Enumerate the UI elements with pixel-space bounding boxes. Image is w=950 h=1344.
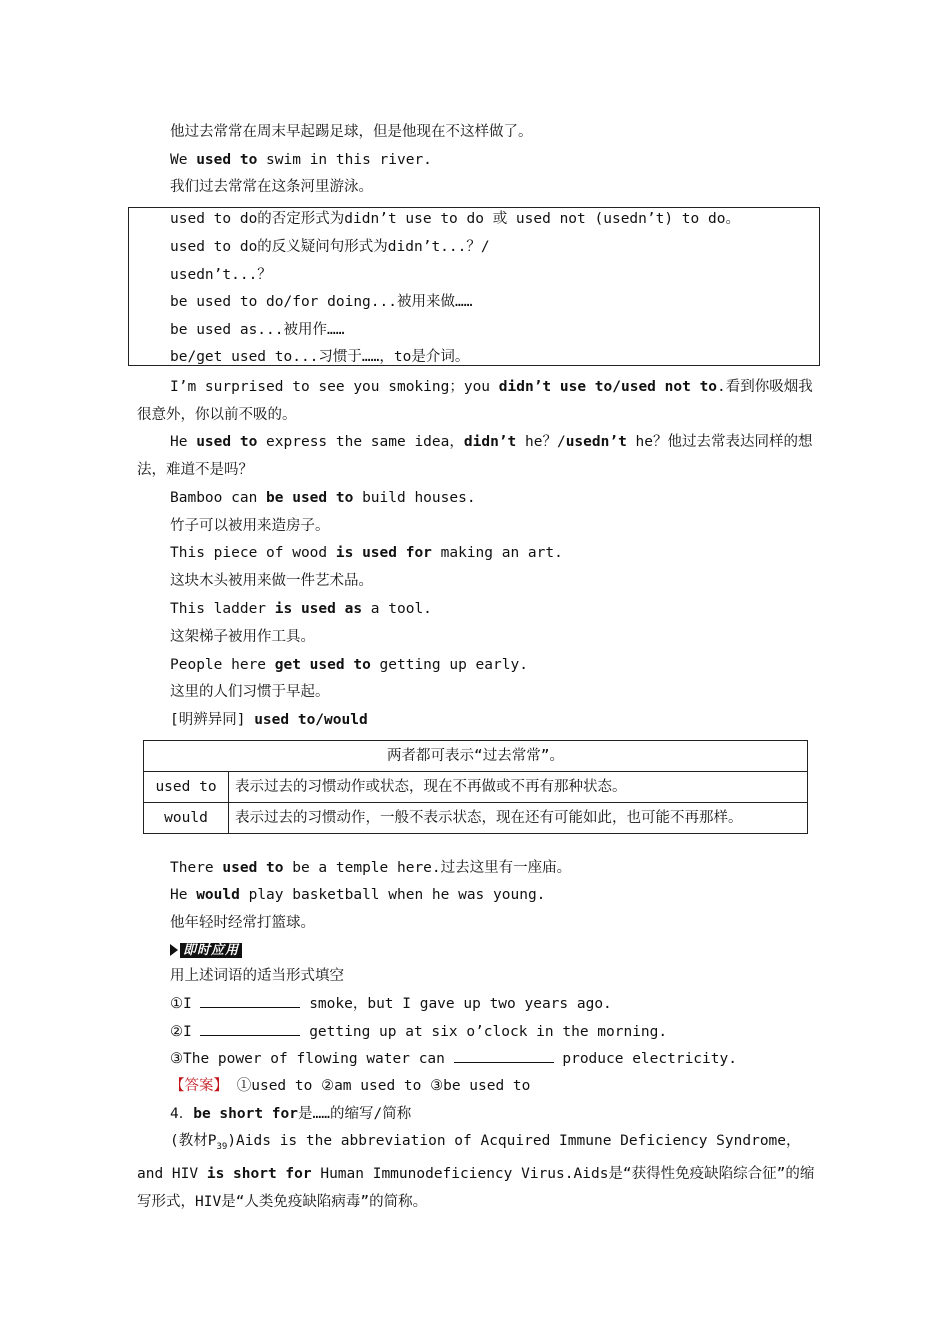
compare-heading: [明辨异同] used to/would xyxy=(170,712,368,728)
exercise-question: ①I smoke，but I gave up two years ago. xyxy=(170,993,612,1014)
note-line: used to do的反义疑问句形式为didn’t...？/ xyxy=(170,239,490,255)
answer-line: 【答案】 ①used to ②am used to ③be used to xyxy=(170,1078,531,1094)
text-line: This ladder is used as a tool. xyxy=(170,601,432,617)
note-line: be/get used to...习惯于……，to是介词。 xyxy=(170,349,470,365)
apply-label-text: 即时应用 xyxy=(180,943,242,958)
exercise-question: ②I getting up at six o’clock in the morning. xyxy=(170,1021,667,1042)
answer-blank[interactable] xyxy=(200,993,300,1008)
note-line: usedn’t...？ xyxy=(170,267,272,283)
text-line: There used to be a temple here.过去这里有一座庙。 xyxy=(170,860,572,876)
note-box xyxy=(128,207,820,366)
table-cell-desc: 表示过去的习惯动作或状态，现在不再做或不再有那种状态。 xyxy=(229,772,808,803)
answer-label: 【答案】 xyxy=(170,1078,228,1094)
section-paragraph: (教材$P_{39})Aids$ is the abbreviation of Acquired Immune Deficiency Syndrome，and HIV is short for Human Immunodeficiency Virus.Aids是“获得性免疫缺陷综合征”的缩写形式，HIV是“人类免疫缺陷病毒”的简称。 xyxy=(137,1133,815,1210)
table-cell-key: would xyxy=(144,803,229,834)
note-line: used to do的否定形式为didn’t use to do 或 used not (usedn’t) to do。 xyxy=(170,211,740,227)
table-cell-desc: 表示过去的习惯动作，一般不表示状态，现在还有可能如此，也可能不再那样。 xyxy=(229,803,808,834)
text-line: 竹子可以被用来造房子。 xyxy=(170,518,330,534)
exercise-question: ③The power of flowing water can produce electricity. xyxy=(170,1048,737,1069)
note-line: be used to do/for doing...被用来做…… xyxy=(170,294,473,310)
example-paragraph: I’m surprised to see you smoking；you didn’t use to/used not to.看到你吸烟我很意外，你以前不吸的。 xyxy=(137,379,813,423)
triangle-icon xyxy=(170,944,178,956)
table-cell-key: used to xyxy=(144,772,229,803)
text-line: 他年轻时经常打篮球。 xyxy=(170,915,315,931)
text-line: 他过去常常在周末早起踢足球，但是他现在不这样做了。 xyxy=(170,124,533,140)
text-line: Bamboo can be used to build houses. xyxy=(170,490,476,506)
answer-blank[interactable] xyxy=(454,1048,554,1063)
text-line: People here get used to getting up early. xyxy=(170,657,528,673)
example-paragraph: He used to express the same idea，didn’t he？/usedn’t he？他过去常表达同样的想法，难道不是吗？ xyxy=(137,434,813,478)
compare-table xyxy=(143,740,808,834)
section-title: 4．be short for是……的缩写/简称 xyxy=(170,1106,412,1122)
table-row xyxy=(144,772,808,803)
answer-blank[interactable] xyxy=(200,1021,300,1036)
text-line: 这块木头被用来做一件艺术品。 xyxy=(170,573,373,589)
text-line: He would play basketball when he was young. xyxy=(170,887,546,903)
note-line: be used as...被用作…… xyxy=(170,322,345,338)
apply-label-icon xyxy=(170,942,242,958)
text-line: 我们过去常常在这条河里游泳。 xyxy=(170,179,373,195)
table-header: 两者都可表示“过去常常”。 xyxy=(144,741,808,772)
table-row xyxy=(144,803,808,834)
text-line: This piece of wood is used for making an art. xyxy=(170,545,563,561)
text-line: 这里的人们习惯于早起。 xyxy=(170,684,330,700)
text-line: 这架梯子被用作工具。 xyxy=(170,629,315,645)
exercise-instruction: 用上述词语的适当形式填空 xyxy=(170,968,344,984)
text-line: We used to swim in this river. xyxy=(170,152,432,168)
